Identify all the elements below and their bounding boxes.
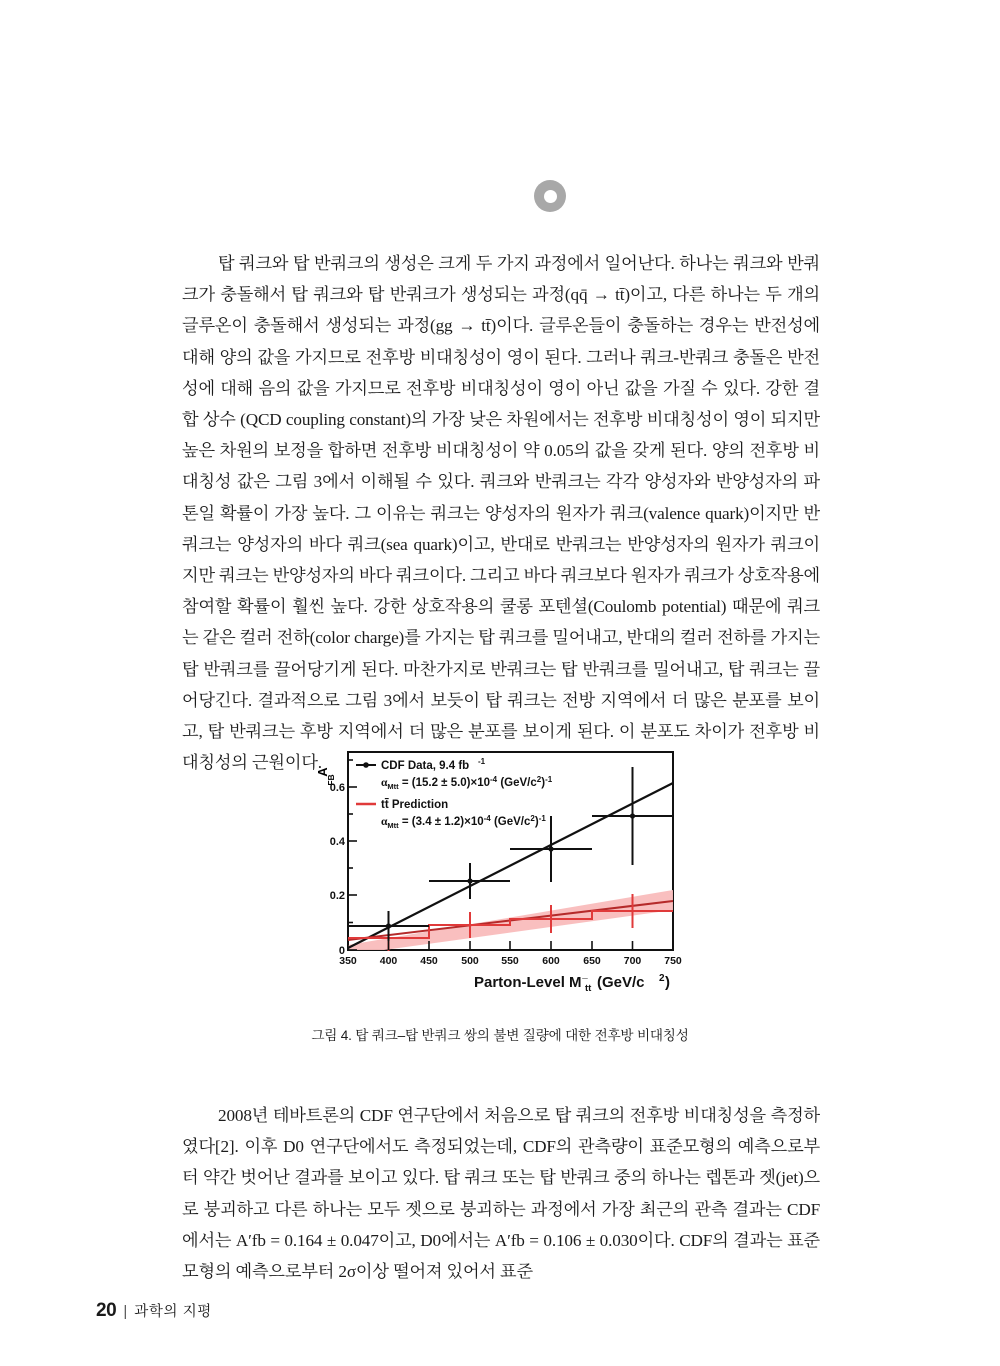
paragraph-text: 탑 쿼크와 탑 반쿼크의 생성은 크게 두 가지 과정에서 일어난다. 하나는 쿼크와 반쿼크가 충돌해서 탑 쿼크와 탑 반쿼크가 생성되는 과정(qq̄ → tt̄)이고, 다른 하나는 두 개의 글루온이 충돌해서 생성되는 과정(gg → tt̄)이다. 글루온들이 충돌하는 경우는 반전성에 대해 양의 값을 가지므로 전후방 비대칭성이 영이 된다. 그러나 쿼크-반쿼크 충돌은 반전성에 대해 음의 값을 가지므로 전후방 비대칭성이 영이 아닌 값을 가질 수 있다. 강한 결합 상수 (QCD coupling constant)의 가장 낮은 차원에서는 전후방 비대칭성이 영이 되지만 높은 차원의 보정을 합하면 전후방 비대칭성이 약 0.05의 값을 갖게 된다. 양의 전후방 비대칭성 값은 그림 3에서 이해될 수 있다. 쿼크와 반쿼크는 각각 양성자와 반양성자의 파톤일 확률이 가장 높다. 그 이유는 쿼크는 양성자의 원자가 쿼크(valence quark)이지만 반쿼크는 양성자의 바다 쿼크(sea quark)이고, 반대로 반쿼크는 반양성자의 원자가 쿼크이지만 쿼크는 반양성자의 바다 쿼크이다. 그리고 바다 쿼크보다 원자가 쿼크가 상호작용에 참여할 확률이 훨씬 높다. 강한 상호작용의 쿨롱 포텐셜(Coulomb potential) 때문에 쿼크는 같은 컬러 전하(color charge)를 가지는 탑 쿼크를 밀어내고, 반대의 컬러 전하를 가지는 탑 반쿼크를 끌어당기게 된다. 마찬가지로 반쿼크는 탑 반쿼크를 밀어내고, 탑 쿼크는 끌어당긴다. 결과적으로 그림 3에서 보듯이 탑 쿼크는 전방 지역에서 더 많은 분포를 보이고, 탑 반쿼크는 후방 지역에서 더 많은 분포를 보이게 된다. 이 분포도 차이가 전후방 비대칭성의 근원이다. — [182, 254, 820, 773]
legend-label-cdf: CDF Data, 9.4 fb — [381, 760, 470, 772]
svg-text:2: 2 — [659, 973, 665, 984]
svg-text:750: 750 — [664, 955, 682, 967]
svg-text:0.2: 0.2 — [329, 890, 345, 902]
y-axis-title: A — [315, 767, 330, 777]
y-ticks — [348, 760, 357, 950]
svg-text:-1: -1 — [478, 757, 486, 766]
x-tick-labels — [339, 955, 682, 967]
svg-text:0.4: 0.4 — [329, 836, 345, 848]
svg-text:600: 600 — [542, 955, 560, 967]
ring-ornament-hole — [544, 190, 557, 203]
ring-ornament — [534, 180, 566, 212]
svg-text:450: 450 — [420, 955, 438, 967]
journal-name: 과학의 지평 — [134, 1304, 212, 1320]
chart-afb-vs-mass — [314, 742, 686, 1010]
svg-text:tt: tt — [585, 983, 592, 994]
svg-text:650: 650 — [583, 955, 601, 967]
svg-text:700: 700 — [623, 955, 642, 967]
page-footer — [96, 1300, 212, 1322]
svg-text:500: 500 — [461, 955, 479, 967]
legend-sub-prediction: $\alpha_{Mtt} = (3.4 \pm 1.2)\times 10^{-4}$ $(GeV/c^2)^{-1}$ — [381, 814, 546, 830]
svg-text:0: 0 — [338, 945, 345, 957]
svg-text:350: 350 — [339, 955, 357, 967]
y-tick-labels — [330, 782, 346, 957]
y-axis-title-sub: FB — [326, 774, 336, 786]
legend-label-prediction: tt Prediction — [381, 799, 449, 811]
chart-legend — [356, 757, 553, 830]
figure-caption: 그림 4. 탑 쿼크–탑 반쿼크 쌍의 불변 질량에 대한 전후방 비대칭성 — [311, 1028, 689, 1043]
legend-sub-cdf: $\alpha_{Mtt} = (15.2 \pm 5.0)\times 10^{-4}$ $(GeV/c^2)^{-1}$ — [381, 775, 553, 791]
svg-text:0.6: 0.6 — [329, 782, 345, 794]
chart-svg — [314, 742, 686, 1010]
svg-text:550: 550 — [501, 955, 519, 967]
body-paragraph-top — [182, 248, 820, 778]
x-axis-title — [474, 973, 670, 994]
body-paragraph-bottom — [182, 1100, 820, 1287]
paragraph-text: 2008년 테바트론의 CDF 연구단에서 처음으로 탑 쿼크의 전후방 비대칭성을 측정하였다[2]. 이후 D0 연구단에서도 측정되었는데, CDF의 관측량이 표준모형의 예측으로부터 약간 벗어난 결과를 보이고 있다. 탑 쿼크 또는 탑 반쿼크 중의 하나는 렙톤과 젯(jet)으로 붕괴하고 다른 하나는 모두 젯으로 붕괴하는 과정에서 가장 최근의 관측 결과는 CDF에서는 A′fb = 0.164 ± 0.047이고, D0에서는 A′fb = 0.106 ± 0.030이다. CDF의 결과는 표준모형의 예측으로부터 2σ이상 떨어져 있어서 표준 — [182, 1106, 820, 1282]
svg-text:Parton-Level M: Parton-Level M — [474, 974, 582, 991]
svg-text:): ) — [665, 974, 670, 991]
footer-divider: | — [123, 1303, 128, 1320]
svg-text:(GeV/c: (GeV/c — [597, 974, 645, 991]
page-number: 20 — [96, 1300, 117, 1321]
figure-block — [0, 742, 1000, 1044]
svg-text:400: 400 — [379, 955, 398, 967]
svg-text:̅̅ — [582, 978, 588, 979]
